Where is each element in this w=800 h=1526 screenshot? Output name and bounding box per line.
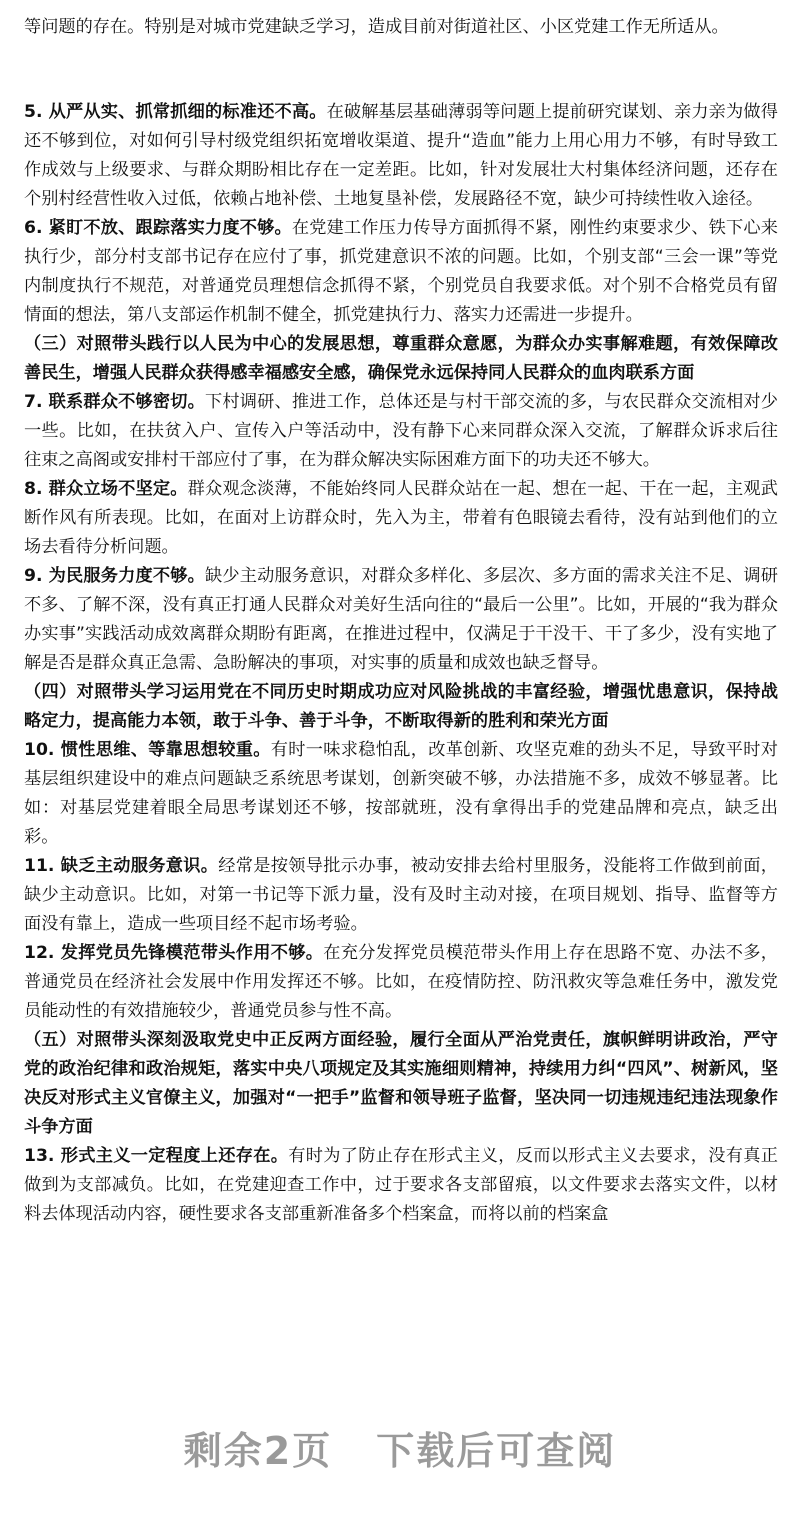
item-body: 缺少主动服务意识，对群众多样化、多层次、多方面的需求关注不足、调研不多、了解不深，没有真正打通人民群众对美好生活向往的“最后一公里”。比如，开展的“我为群众办实事”实践活动成效离群众期盼有距离，在推进过程中，仅满足于干没干、干了多少，没有实地了解是否是群众真正急需、急盼解决的事项，对实事的质量和成效也缺乏督导。 [24,566,778,673]
item-body: 下村调研、推进工作，总体还是与村干部交流的多，与农民群众交流相对少一些。比如，在扶贫入户、宣传入户等活动中，没有静下心来同群众深入交流，了解群众诉求后往往束之高阁或安排村干部应付了事，在为群众解决实际困难方面下的功夫还不够大。 [24,392,778,470]
download-prompt[interactable] [0,1420,800,1475]
item-heading: 8. 群众立场不坚定。 [24,479,188,499]
download-to-view-label[interactable]: 下载后可查阅 [376,1429,617,1473]
item-10 [24,736,778,852]
item-11 [24,852,778,939]
intro-tail: 等问题的存在。特别是对城市党建缺乏学习，造成目前对街道社区、小区党建工作无所适从。 [24,17,729,37]
item-heading: 10. 惯性思维、等靠思想较重。 [24,740,271,760]
item-13 [24,1142,778,1229]
item-heading: 11. 缺乏主动服务意识。 [24,856,219,876]
item-8 [24,475,778,562]
item-9 [24,562,778,678]
item-body: 有时为了防止存在形式主义，反而以形式主义去要求，没有真正做到为支部减负。比如，在党建迎查工作中，过于要求各支部留痕，以文件要求去落实文件，以材料去体现活动内容，硬性要求各支部重新准备多个档案盒，而将以前的档案盒 [24,1146,778,1224]
remaining-pages-label: 剩余2页 [183,1429,333,1473]
item-body: 群众观念淡薄，不能始终同人民群众站在一起、想在一起、干在一起，主观武断作风有所表现。比如，在面对上访群众时，先入为主，带着有色眼镜去看待，没有站到他们的立场去看待分析问题。 [24,479,778,557]
item-heading: 5. 从严从实、抓常抓细的标准还不高。 [24,102,327,122]
item-heading: 7. 联系群众不够密切。 [24,392,205,412]
item-heading: 6. 紧盯不放、跟踪落实力度不够。 [24,218,292,238]
item-heading: 13. 形式主义一定程度上还存在。 [24,1146,289,1166]
item-body: 在破解基层基础薄弱等问题上提前研究谋划、亲力亲为做得还不够到位，对如何引导村级党组织拓宽增收渠道、提升“造血”能力上用心用力不够，有时导致工作成效与上级要求、与群众期盼相比存在一定差距。比如，针对发展壮大村集体经济问题，还存在个别村经营性收入过低，依赖占地补偿、土地复垦补偿，发展路径不宽，缺少可持续性收入途径。 [24,102,778,209]
item-heading: 9. 为民服务力度不够。 [24,566,205,586]
section-5-heading: （五）对照带头深刻汲取党史中正反两方面经验，履行全面从严治党责任，旗帜鲜明讲政治，严守党的政治纪律和政治规矩，落实中央八项规定及其实施细则精神，持续用力纠“四风”、树新风，坚决反对形式主义官僚主义，加强对“一把手”监督和领导班子监督，坚决同一切违规违纪违法现象作斗争方面 [24,1030,778,1137]
item-7 [24,388,778,475]
item-body: 在党建工作压力传导方面抓得不紧，刚性约束要求少、铁下心来执行少，部分村支部书记存在应付了事，抓党建意识不浓的问题。比如，个别支部“三会一课”等党内制度执行不规范，对普通党员理想信念抓得不紧，个别党员自我要求低。对个别不合格党员有留情面的想法，第八支部运作机制不健全，抓党建执行力、落实力还需进一步提升。 [24,218,778,325]
item-6 [24,214,778,330]
item-body: 有时一味求稳怕乱，改革创新、攻坚克难的劲头不足，导致平时对基层组织建设中的难点问题缺乏系统思考谋划，创新突破不够，办法措施不多，成效不够显著。比如：对基层党建着眼全局思考谋划还不够，按部就班，没有拿得出手的党建品牌和亮点，缺乏出彩。 [24,740,778,847]
item-body: 经常是按领导批示办事，被动安排去给村里服务，没能将工作做到前面，缺少主动意识。比如，对第一书记等下派力量，没有及时主动对接，在项目规划、指导、监督等方面没有靠上，造成一些项目经不起市场考验。 [24,856,778,934]
item-5 [24,98,778,214]
item-body: 在充分发挥党员模范带头作用上存在思路不宽、办法不多，普通党员在经济社会发展中作用发挥还不够。比如，在疫情防控、防汛救灾等急难任务中，激发党员能动性的有效措施较少，普通党员参与性不高。 [24,943,778,1021]
section-3-heading: （三）对照带头践行以人民为中心的发展思想，尊重群众意愿，为群众办实事解难题，有效保障改善民生，增强人民群众获得感幸福感安全感，确保党永远保持同人民群众的血肉联系方面 [24,334,778,383]
item-heading: 12. 发挥党员先锋模范带头作用不够。 [24,943,324,963]
section-4-heading: （四）对照带头学习运用党在不同历史时期成功应对风险挑战的丰富经验，增强忧患意识，保持战略定力，提高能力本领，敢于斗争、善于斗争，不断取得新的胜利和荣光方面 [24,682,778,731]
document-body [24,0,778,1229]
item-12 [24,939,778,1026]
